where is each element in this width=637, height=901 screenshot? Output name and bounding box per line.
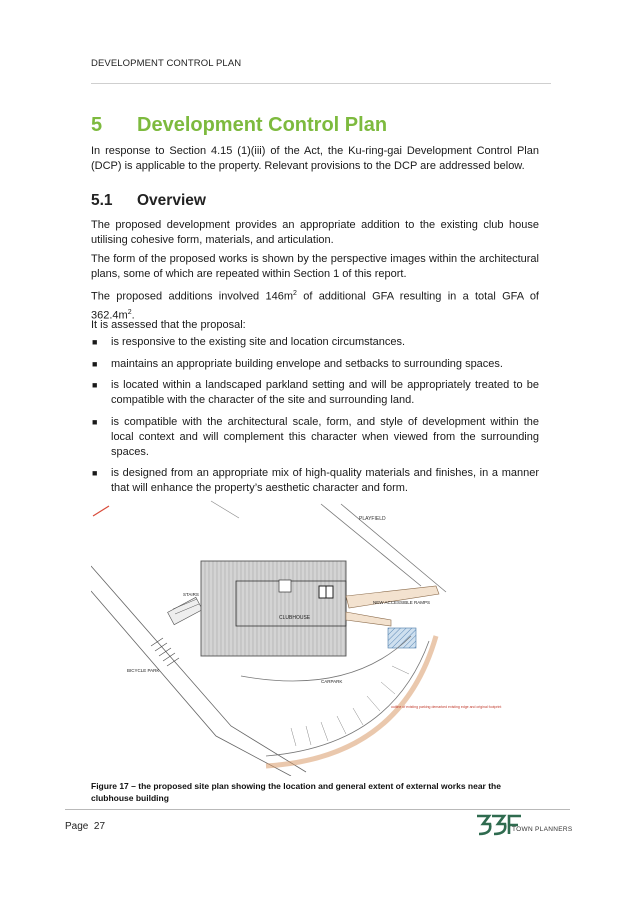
gfa-text-2: of additional GFA resulting in a total GFA of 362.4m: [91, 290, 539, 322]
site-plan-figure: [91, 496, 539, 776]
roof-vent-icon: [279, 580, 291, 592]
list-item: [91, 415, 539, 460]
boundary-marker: [93, 506, 109, 516]
section-intro: In response to Section 4.15 (1)(iii) of the Act, the Ku-ring-gai Development Control Plan (DCP) is applicable to the property. Relevant provisions to the DCP are addressed below.: [91, 145, 539, 172]
bullet-icon: ■: [92, 468, 98, 478]
list-item-text: maintains an appropriate building envelope and setbacks to surrounding spaces.: [111, 357, 503, 370]
carpark-label: CARPARK: [321, 679, 343, 684]
subsection-title: Overview: [137, 192, 206, 209]
company-logo: [475, 812, 575, 838]
playfield-label: PLAYFIELD: [359, 516, 386, 522]
proposal-bullet-list: [91, 335, 539, 503]
logo-mark: [477, 816, 490, 834]
list-item-text: is responsive to the existing site and location circumstances.: [111, 336, 406, 348]
accessible-parking-area: [388, 628, 416, 648]
bicycle-park-label: BICYCLE PARK: [127, 668, 160, 673]
section-heading: [91, 114, 387, 137]
paragraph-2: The form of the proposed works is shown by the perspective images within the architectural plans, some of which are repeated within Section 1 of this report.: [91, 253, 539, 280]
gfa-superscript-2: 2: [127, 308, 132, 316]
list-item-text: is located within a landscaped parkland setting and will be appropriately treated to be compatible with the character of the site and surrounding land.: [111, 379, 539, 406]
stairs-label: STAIRS: [183, 592, 199, 597]
list-item: [91, 378, 539, 408]
logo-text: TOWN PLANNERS: [512, 826, 573, 833]
paragraph-3: It is assessed that the proposal:: [91, 319, 246, 331]
stairs: [168, 597, 203, 624]
gfa-text-1: The proposed additions involved 146m: [91, 290, 293, 303]
bullet-icon: ■: [92, 337, 98, 347]
list-item: [91, 466, 539, 496]
section-title: Development Control Plan: [137, 114, 388, 136]
path-line: [211, 501, 239, 518]
outline-note-label: outline of existing parking demarked existing edge and original footprint: [391, 705, 502, 709]
subsection-heading: [91, 192, 206, 210]
bullet-icon: ■: [92, 416, 98, 427]
gfa-text-3: .: [131, 309, 135, 322]
list-item: [91, 335, 539, 350]
header-divider: [91, 83, 551, 84]
ramps-label: NEW ACCESSIBLE RAMPS: [373, 600, 431, 605]
paragraph-1: The proposed development provides an appropriate addition to the existing club house utilising cohesive form, materials, and articulation.: [91, 219, 539, 246]
subsection-number: 5.1: [91, 192, 113, 209]
footer-divider: [65, 809, 570, 810]
page-number: [65, 821, 105, 832]
bullet-icon: ■: [92, 358, 98, 369]
section-number: 5: [91, 114, 103, 136]
running-header: DEVELOPMENT CONTROL PLAN: [91, 58, 242, 69]
figure-caption: Figure 17 – the proposed site plan showing the location and general extent of external works near the clubhouse building: [91, 781, 501, 803]
page-number-value: 27: [93, 821, 106, 832]
accessible-ramps: [346, 586, 439, 626]
clubhouse-roof: [201, 561, 346, 656]
list-item-text: is designed from an appropriate mix of high-quality materials and finishes, in a manner that will enhance the property’s aesthetic character and form.: [111, 467, 539, 494]
clubhouse-label: CLUBHOUSE: [279, 615, 311, 621]
list-item: [91, 357, 539, 372]
page-label: Page: [65, 821, 89, 832]
bullet-icon: ■: [92, 380, 98, 390]
list-item-text: is compatible with the architectural scale, form, and style of development within the local context and will complement this character when viewed from the surrounding spaces.: [111, 415, 539, 458]
playfield-edge: [341, 504, 446, 592]
gfa-superscript-1: 2: [292, 290, 297, 297]
